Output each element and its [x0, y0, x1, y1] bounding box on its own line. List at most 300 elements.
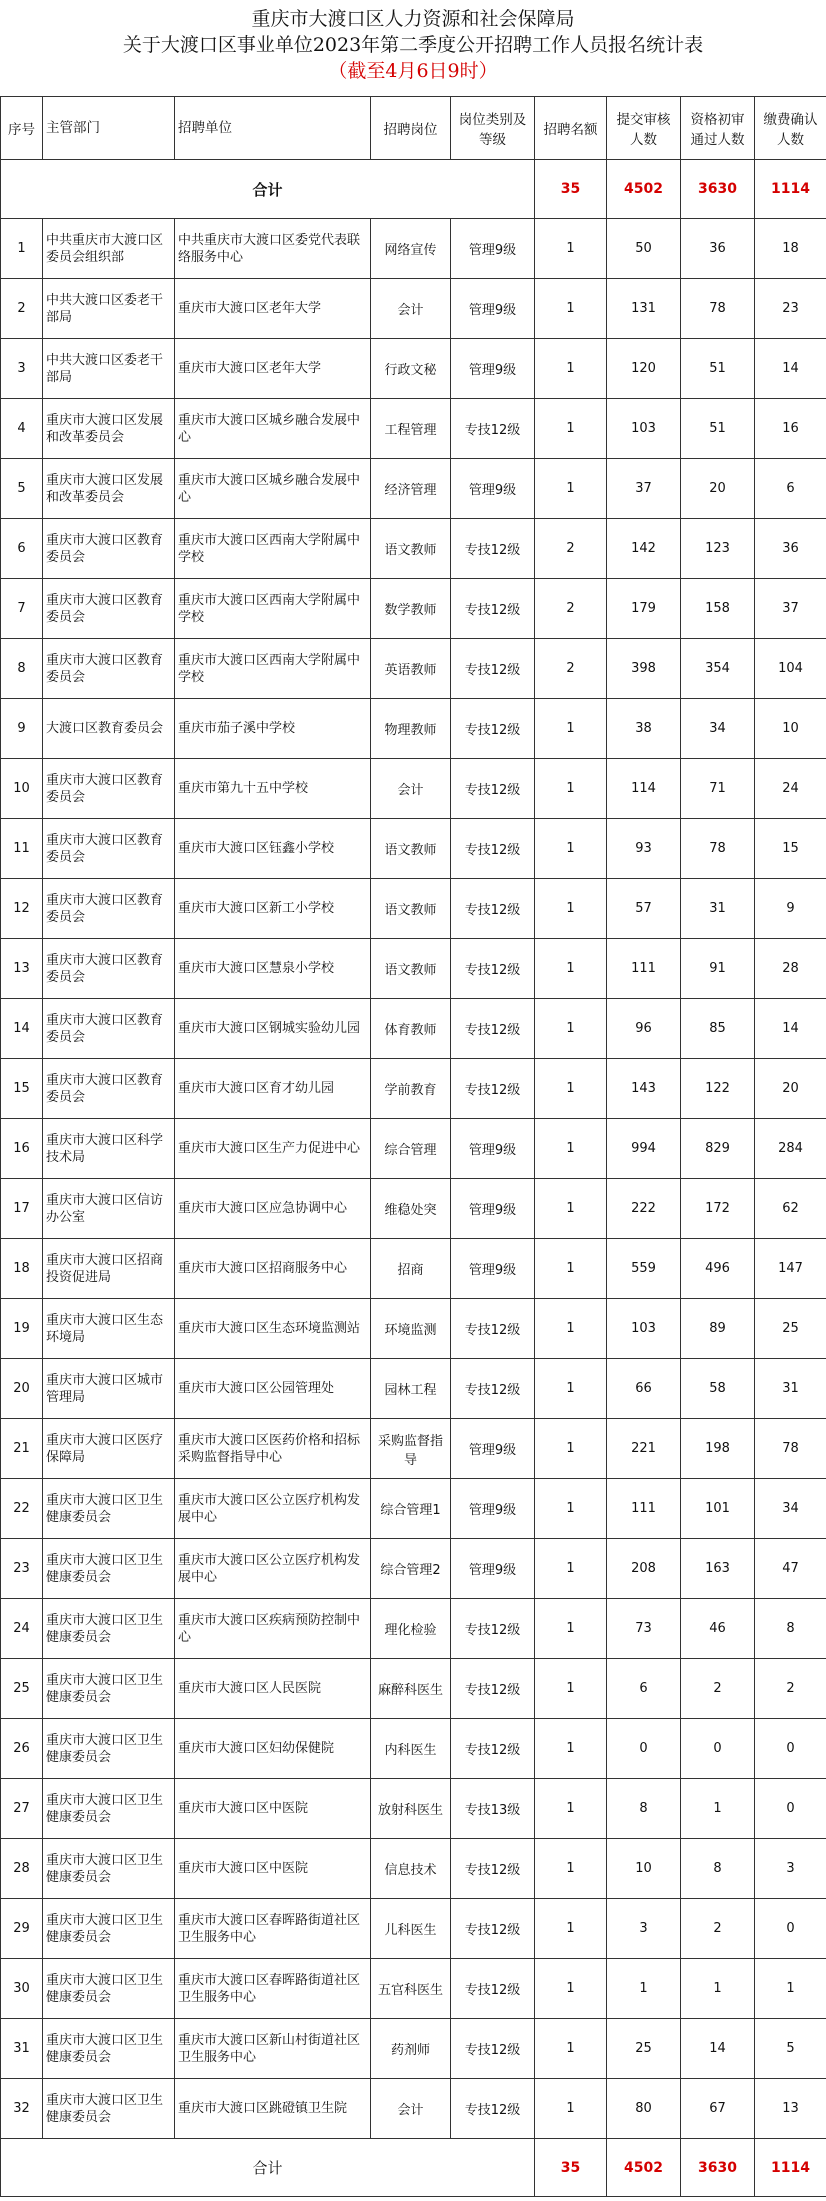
row-passed: 2	[681, 1899, 755, 1959]
table-row	[1, 1839, 826, 1899]
row-submitted: 50	[607, 219, 681, 279]
row-post: 语文教师	[371, 819, 451, 879]
table-row	[1, 1359, 826, 1419]
row-passed: 354	[681, 639, 755, 699]
row-no: 23	[1, 1539, 43, 1599]
row-passed: 89	[681, 1299, 755, 1359]
row-level: 管理9级	[451, 339, 535, 399]
row-passed: 51	[681, 399, 755, 459]
row-submitted: 143	[607, 1059, 681, 1119]
header-level: 岗位类别及等级	[451, 97, 535, 160]
row-dept: 重庆市大渡口区教育委员会	[43, 639, 175, 699]
row-no: 26	[1, 1719, 43, 1779]
document-title	[0, 0, 826, 96]
row-dept: 重庆市大渡口区教育委员会	[43, 519, 175, 579]
row-no: 6	[1, 519, 43, 579]
row-submitted: 10	[607, 1839, 681, 1899]
row-no: 25	[1, 1659, 43, 1719]
row-unit: 重庆市大渡口区生产力促进中心	[175, 1119, 371, 1179]
row-dept: 重庆市大渡口区城市管理局	[43, 1359, 175, 1419]
row-unit: 重庆市大渡口区生态环境监测站	[175, 1299, 371, 1359]
row-post: 园林工程	[371, 1359, 451, 1419]
row-post: 综合管理1	[371, 1479, 451, 1539]
table-row	[1, 1719, 826, 1779]
row-passed: 91	[681, 939, 755, 999]
row-quota: 1	[535, 1839, 607, 1899]
row-no: 4	[1, 399, 43, 459]
row-unit: 重庆市大渡口区钢城实验幼儿园	[175, 999, 371, 1059]
row-submitted: 142	[607, 519, 681, 579]
row-submitted: 131	[607, 279, 681, 339]
row-quota: 1	[535, 1599, 607, 1659]
table-row	[1, 1659, 826, 1719]
row-no: 17	[1, 1179, 43, 1239]
row-passed: 36	[681, 219, 755, 279]
title-line-1: 重庆市大渡口区人力资源和社会保障局	[251, 8, 575, 30]
row-paid: 1	[755, 1959, 826, 2019]
row-dept: 重庆市大渡口区信访办公室	[43, 1179, 175, 1239]
row-no: 15	[1, 1059, 43, 1119]
row-level: 专技12级	[451, 939, 535, 999]
row-paid: 13	[755, 2079, 826, 2139]
total-label: 合计	[1, 160, 535, 219]
row-quota: 1	[535, 1059, 607, 1119]
row-dept: 中共重庆市大渡口区委员会组织部	[43, 219, 175, 279]
row-passed: 67	[681, 2079, 755, 2139]
row-level: 专技12级	[451, 399, 535, 459]
row-no: 12	[1, 879, 43, 939]
row-unit: 重庆市大渡口区跳磴镇卫生院	[175, 2079, 371, 2139]
row-quota: 1	[535, 2079, 607, 2139]
row-dept: 重庆市大渡口区卫生健康委员会	[43, 1479, 175, 1539]
row-level: 管理9级	[451, 279, 535, 339]
total-submitted-bottom: 4502	[607, 2139, 681, 2197]
table-row	[1, 1179, 826, 1239]
row-paid: 0	[755, 1779, 826, 1839]
row-dept: 重庆市大渡口区医疗保障局	[43, 1419, 175, 1479]
row-dept: 重庆市大渡口区教育委员会	[43, 879, 175, 939]
row-no: 30	[1, 1959, 43, 2019]
row-post: 语文教师	[371, 939, 451, 999]
total-quota-bottom: 35	[535, 2139, 607, 2197]
table-row	[1, 1959, 826, 2019]
row-submitted: 0	[607, 1719, 681, 1779]
row-no: 11	[1, 819, 43, 879]
row-dept: 重庆市大渡口区卫生健康委员会	[43, 2019, 175, 2079]
row-unit: 重庆市大渡口区老年大学	[175, 339, 371, 399]
row-post: 儿科医生	[371, 1899, 451, 1959]
row-quota: 2	[535, 639, 607, 699]
table-row	[1, 1899, 826, 1959]
row-passed: 85	[681, 999, 755, 1059]
header-post: 招聘岗位	[371, 97, 451, 160]
row-passed: 172	[681, 1179, 755, 1239]
table-row	[1, 1539, 826, 1599]
row-passed: 496	[681, 1239, 755, 1299]
row-post: 理化检验	[371, 1599, 451, 1659]
row-passed: 122	[681, 1059, 755, 1119]
row-dept: 重庆市大渡口区生态环境局	[43, 1299, 175, 1359]
row-quota: 1	[535, 759, 607, 819]
row-quota: 1	[535, 399, 607, 459]
row-unit: 重庆市大渡口区钰鑫小学校	[175, 819, 371, 879]
row-level: 专技12级	[451, 519, 535, 579]
row-paid: 34	[755, 1479, 826, 1539]
row-passed: 829	[681, 1119, 755, 1179]
row-submitted: 103	[607, 399, 681, 459]
row-unit: 重庆市大渡口区育才幼儿园	[175, 1059, 371, 1119]
row-unit: 重庆市茄子溪中学校	[175, 699, 371, 759]
row-paid: 104	[755, 639, 826, 699]
row-quota: 1	[535, 1899, 607, 1959]
row-unit: 重庆市大渡口区西南大学附属中学校	[175, 579, 371, 639]
total-paid: 1114	[755, 160, 826, 219]
row-paid: 37	[755, 579, 826, 639]
row-no: 29	[1, 1899, 43, 1959]
table-row	[1, 939, 826, 999]
row-paid: 15	[755, 819, 826, 879]
table-row	[1, 1119, 826, 1179]
row-submitted: 111	[607, 939, 681, 999]
row-post: 信息技术	[371, 1839, 451, 1899]
row-level: 专技12级	[451, 1659, 535, 1719]
row-paid: 8	[755, 1599, 826, 1659]
row-no: 18	[1, 1239, 43, 1299]
row-no: 3	[1, 339, 43, 399]
row-level: 专技12级	[451, 2079, 535, 2139]
table-row	[1, 339, 826, 399]
total-submitted: 4502	[607, 160, 681, 219]
row-level: 管理9级	[451, 1239, 535, 1299]
row-paid: 24	[755, 759, 826, 819]
row-level: 管理9级	[451, 1539, 535, 1599]
row-no: 10	[1, 759, 43, 819]
row-post: 物理教师	[371, 699, 451, 759]
header-passed: 资格初审通过人数	[681, 97, 755, 160]
row-paid: 6	[755, 459, 826, 519]
row-paid: 0	[755, 1899, 826, 1959]
title-line-2: 关于大渡口区事业单位2023年第二季度公开招聘工作人员报名统计表	[122, 34, 704, 56]
row-level: 专技12级	[451, 639, 535, 699]
row-dept: 重庆市大渡口区卫生健康委员会	[43, 1899, 175, 1959]
total-passed-bottom: 3630	[681, 2139, 755, 2197]
row-unit: 重庆市大渡口区公园管理处	[175, 1359, 371, 1419]
row-unit: 重庆市大渡口区春晖路街道社区卫生服务中心	[175, 1959, 371, 2019]
row-dept: 重庆市大渡口区卫生健康委员会	[43, 1539, 175, 1599]
row-submitted: 222	[607, 1179, 681, 1239]
row-quota: 1	[535, 1419, 607, 1479]
row-dept: 重庆市大渡口区教育委员会	[43, 1059, 175, 1119]
row-unit: 重庆市大渡口区西南大学附属中学校	[175, 639, 371, 699]
row-unit: 重庆市大渡口区医药价格和招标采购监督指导中心	[175, 1419, 371, 1479]
row-dept: 重庆市大渡口区卫生健康委员会	[43, 2079, 175, 2139]
row-passed: 78	[681, 279, 755, 339]
row-post: 数学教师	[371, 579, 451, 639]
row-submitted: 398	[607, 639, 681, 699]
row-dept: 重庆市大渡口区发展和改革委员会	[43, 399, 175, 459]
table-row	[1, 699, 826, 759]
row-unit: 重庆市大渡口区春晖路街道社区卫生服务中心	[175, 1899, 371, 1959]
total-row-bottom	[1, 2139, 826, 2197]
row-unit: 重庆市大渡口区中医院	[175, 1779, 371, 1839]
row-quota: 1	[535, 1719, 607, 1779]
row-passed: 0	[681, 1719, 755, 1779]
row-quota: 1	[535, 1539, 607, 1599]
row-level: 专技12级	[451, 1599, 535, 1659]
row-no: 27	[1, 1779, 43, 1839]
row-submitted: 57	[607, 879, 681, 939]
total-label-bottom: 合计	[1, 2139, 535, 2197]
row-no: 28	[1, 1839, 43, 1899]
row-no: 24	[1, 1599, 43, 1659]
row-level: 专技12级	[451, 1359, 535, 1419]
row-dept: 重庆市大渡口区教育委员会	[43, 939, 175, 999]
table-row	[1, 1599, 826, 1659]
row-submitted: 37	[607, 459, 681, 519]
row-passed: 51	[681, 339, 755, 399]
row-passed: 8	[681, 1839, 755, 1899]
row-submitted: 96	[607, 999, 681, 1059]
row-post: 语文教师	[371, 519, 451, 579]
row-dept: 重庆市大渡口区教育委员会	[43, 759, 175, 819]
row-no: 19	[1, 1299, 43, 1359]
row-quota: 1	[535, 1779, 607, 1839]
row-quota: 1	[535, 939, 607, 999]
row-post: 英语教师	[371, 639, 451, 699]
row-level: 专技12级	[451, 2019, 535, 2079]
row-quota: 1	[535, 219, 607, 279]
row-paid: 0	[755, 1719, 826, 1779]
row-level: 专技12级	[451, 1059, 535, 1119]
row-unit: 重庆市大渡口区疾病预防控制中心	[175, 1599, 371, 1659]
table-row	[1, 219, 826, 279]
total-row-top	[1, 160, 826, 219]
row-quota: 1	[535, 1239, 607, 1299]
row-quota: 1	[535, 339, 607, 399]
total-passed: 3630	[681, 160, 755, 219]
row-passed: 34	[681, 699, 755, 759]
row-paid: 14	[755, 339, 826, 399]
row-paid: 2	[755, 1659, 826, 1719]
row-quota: 1	[535, 1179, 607, 1239]
row-submitted: 80	[607, 2079, 681, 2139]
row-quota: 1	[535, 279, 607, 339]
row-post: 语文教师	[371, 879, 451, 939]
row-paid: 10	[755, 699, 826, 759]
row-dept: 中共大渡口区委老干部局	[43, 339, 175, 399]
row-paid: 78	[755, 1419, 826, 1479]
row-passed: 163	[681, 1539, 755, 1599]
row-level: 专技12级	[451, 1299, 535, 1359]
header-submitted: 提交审核人数	[607, 97, 681, 160]
row-unit: 重庆市大渡口区公立医疗机构发展中心	[175, 1539, 371, 1599]
row-passed: 31	[681, 879, 755, 939]
row-passed: 123	[681, 519, 755, 579]
row-post: 网络宣传	[371, 219, 451, 279]
row-quota: 1	[535, 1359, 607, 1419]
row-quota: 1	[535, 819, 607, 879]
row-post: 麻醉科医生	[371, 1659, 451, 1719]
row-post: 药剂师	[371, 2019, 451, 2079]
row-passed: 101	[681, 1479, 755, 1539]
row-quota: 1	[535, 1119, 607, 1179]
row-submitted: 66	[607, 1359, 681, 1419]
row-unit: 重庆市大渡口区新山村街道社区卫生服务中心	[175, 2019, 371, 2079]
row-paid: 47	[755, 1539, 826, 1599]
table-row	[1, 1239, 826, 1299]
table-row	[1, 519, 826, 579]
row-passed: 71	[681, 759, 755, 819]
table-row	[1, 1419, 826, 1479]
row-level: 专技12级	[451, 1839, 535, 1899]
row-quota: 1	[535, 879, 607, 939]
table-row	[1, 639, 826, 699]
row-unit: 重庆市大渡口区新工小学校	[175, 879, 371, 939]
row-post: 五官科医生	[371, 1959, 451, 2019]
total-paid-bottom: 1114	[755, 2139, 826, 2197]
row-level: 专技12级	[451, 759, 535, 819]
row-post: 采购监督指导	[371, 1419, 451, 1479]
row-paid: 9	[755, 879, 826, 939]
row-no: 7	[1, 579, 43, 639]
row-dept: 重庆市大渡口区发展和改革委员会	[43, 459, 175, 519]
row-unit: 重庆市大渡口区应急协调中心	[175, 1179, 371, 1239]
row-quota: 1	[535, 1299, 607, 1359]
row-dept: 重庆市大渡口区卫生健康委员会	[43, 1599, 175, 1659]
row-unit: 重庆市大渡口区城乡融合发展中心	[175, 459, 371, 519]
row-unit: 重庆市大渡口区招商服务中心	[175, 1239, 371, 1299]
row-level: 专技13级	[451, 1779, 535, 1839]
row-post: 行政文秘	[371, 339, 451, 399]
row-no: 16	[1, 1119, 43, 1179]
row-level: 专技12级	[451, 579, 535, 639]
row-submitted: 25	[607, 2019, 681, 2079]
row-quota: 1	[535, 1479, 607, 1539]
row-no: 2	[1, 279, 43, 339]
row-dept: 中共大渡口区委老干部局	[43, 279, 175, 339]
row-submitted: 8	[607, 1779, 681, 1839]
row-dept: 大渡口区教育委员会	[43, 699, 175, 759]
row-post: 放射科医生	[371, 1779, 451, 1839]
row-passed: 1	[681, 1779, 755, 1839]
table-row	[1, 459, 826, 519]
row-unit: 重庆市第九十五中学校	[175, 759, 371, 819]
row-level: 专技12级	[451, 1719, 535, 1779]
row-passed: 198	[681, 1419, 755, 1479]
row-level: 管理9级	[451, 1119, 535, 1179]
row-submitted: 6	[607, 1659, 681, 1719]
row-post: 内科医生	[371, 1719, 451, 1779]
row-paid: 14	[755, 999, 826, 1059]
row-paid: 20	[755, 1059, 826, 1119]
row-passed: 58	[681, 1359, 755, 1419]
row-no: 20	[1, 1359, 43, 1419]
row-submitted: 120	[607, 339, 681, 399]
row-post: 维稳处突	[371, 1179, 451, 1239]
row-quota: 1	[535, 459, 607, 519]
row-paid: 28	[755, 939, 826, 999]
row-paid: 16	[755, 399, 826, 459]
row-dept: 重庆市大渡口区卫生健康委员会	[43, 1659, 175, 1719]
row-submitted: 208	[607, 1539, 681, 1599]
table-row	[1, 879, 826, 939]
row-submitted: 221	[607, 1419, 681, 1479]
row-level: 管理9级	[451, 219, 535, 279]
row-no: 14	[1, 999, 43, 1059]
row-dept: 重庆市大渡口区卫生健康委员会	[43, 1959, 175, 2019]
row-post: 环境监测	[371, 1299, 451, 1359]
row-passed: 1	[681, 1959, 755, 2019]
row-paid: 31	[755, 1359, 826, 1419]
row-level: 专技12级	[451, 879, 535, 939]
row-dept: 重庆市大渡口区卫生健康委员会	[43, 1779, 175, 1839]
row-unit: 重庆市大渡口区中医院	[175, 1839, 371, 1899]
row-no: 31	[1, 2019, 43, 2079]
row-quota: 1	[535, 999, 607, 1059]
row-post: 体育教师	[371, 999, 451, 1059]
row-post: 招商	[371, 1239, 451, 1299]
total-quota: 35	[535, 160, 607, 219]
row-submitted: 38	[607, 699, 681, 759]
row-post: 学前教育	[371, 1059, 451, 1119]
row-no: 8	[1, 639, 43, 699]
table-row	[1, 279, 826, 339]
header-dept: 主管部门	[43, 97, 175, 160]
row-dept: 重庆市大渡口区卫生健康委员会	[43, 1719, 175, 1779]
row-post: 工程管理	[371, 399, 451, 459]
table-row	[1, 999, 826, 1059]
row-quota: 1	[535, 699, 607, 759]
table-row	[1, 1059, 826, 1119]
table-row	[1, 759, 826, 819]
row-unit: 重庆市大渡口区人民医院	[175, 1659, 371, 1719]
header-row	[1, 97, 826, 160]
table-row	[1, 819, 826, 879]
registration-table	[0, 96, 826, 2197]
row-submitted: 994	[607, 1119, 681, 1179]
row-passed: 20	[681, 459, 755, 519]
row-level: 管理9级	[451, 1479, 535, 1539]
row-passed: 14	[681, 2019, 755, 2079]
row-dept: 重庆市大渡口区教育委员会	[43, 819, 175, 879]
row-no: 22	[1, 1479, 43, 1539]
row-submitted: 111	[607, 1479, 681, 1539]
row-post: 会计	[371, 759, 451, 819]
row-level: 专技12级	[451, 1959, 535, 2019]
row-quota: 1	[535, 2019, 607, 2079]
table-row	[1, 579, 826, 639]
row-submitted: 3	[607, 1899, 681, 1959]
row-submitted: 559	[607, 1239, 681, 1299]
row-submitted: 103	[607, 1299, 681, 1359]
row-passed: 2	[681, 1659, 755, 1719]
table-row	[1, 1479, 826, 1539]
header-paid: 缴费确认人数	[755, 97, 826, 160]
table-row	[1, 2079, 826, 2139]
row-post: 会计	[371, 279, 451, 339]
row-paid: 3	[755, 1839, 826, 1899]
row-unit: 中共重庆市大渡口区委党代表联络服务中心	[175, 219, 371, 279]
row-paid: 284	[755, 1119, 826, 1179]
table-row	[1, 1299, 826, 1359]
row-unit: 重庆市大渡口区城乡融合发展中心	[175, 399, 371, 459]
table-row	[1, 2019, 826, 2079]
title-date-note: （截至4月6日9时）	[328, 60, 498, 82]
row-submitted: 179	[607, 579, 681, 639]
row-dept: 重庆市大渡口区科学技术局	[43, 1119, 175, 1179]
table-row	[1, 399, 826, 459]
row-no: 32	[1, 2079, 43, 2139]
